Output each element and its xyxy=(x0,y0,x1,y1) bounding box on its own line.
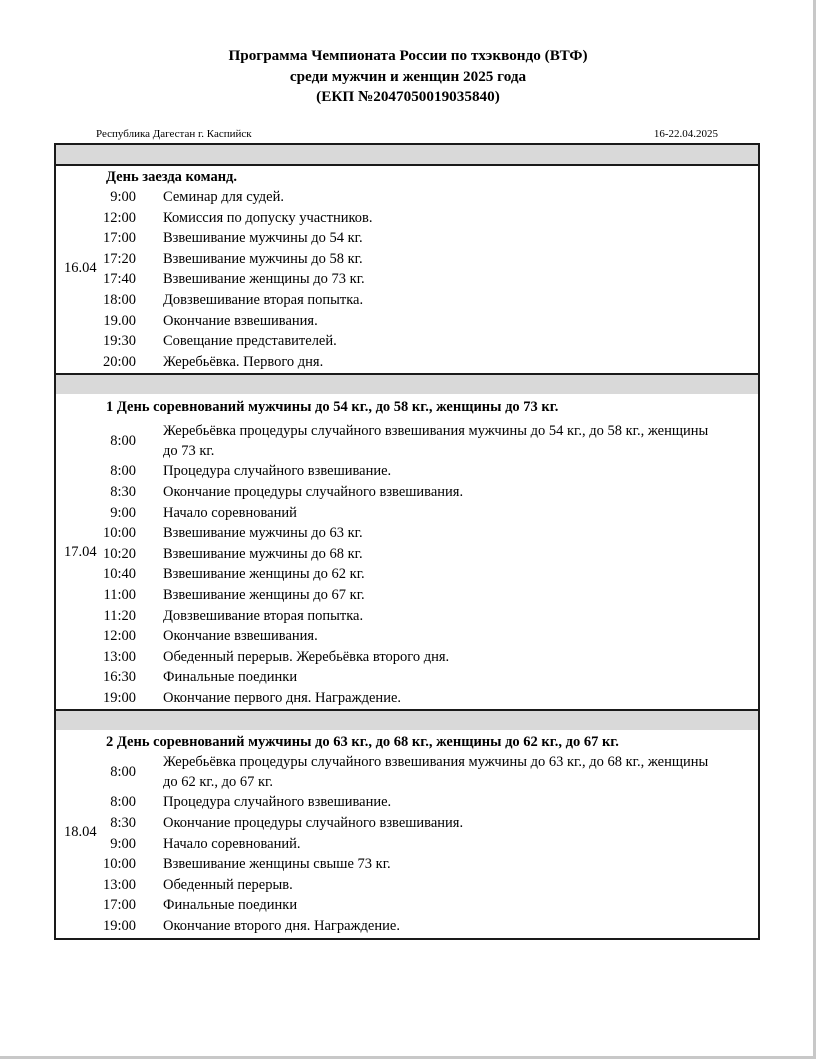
event-time: 17:40 xyxy=(102,271,136,288)
event-time: 19:00 xyxy=(102,689,136,706)
title-line: (ЕКП №2047050019035840) xyxy=(316,88,500,105)
event-description: Взвешивание женщины свыше 73 кг. xyxy=(163,856,391,873)
schedule-row xyxy=(56,523,758,544)
day-heading: 1 День соревнований мужчины до 54 кг., до 58 кг., женщины до 73 кг. xyxy=(106,399,559,416)
event-time: 13:00 xyxy=(102,876,136,893)
event-time: 17:00 xyxy=(102,230,136,247)
event-description: Взвешивание женщины до 62 кг. xyxy=(163,566,365,583)
event-time: 8:00 xyxy=(110,764,136,781)
event-description: Окончание взвешивания. xyxy=(163,312,318,329)
event-description: Взвешивание женщины до 73 кг. xyxy=(163,271,365,288)
schedule-row xyxy=(56,895,758,916)
day-date: 17.04 xyxy=(64,544,97,561)
event-time: 8:00 xyxy=(110,463,136,480)
event-description: Семинар для судей. xyxy=(163,189,284,205)
location-text: Республика Дагестан г. Каспийск xyxy=(96,128,252,140)
section-header-band xyxy=(56,711,758,730)
title-line: среди мужчин и женщин 2025 года xyxy=(289,67,527,85)
schedule-row xyxy=(56,228,758,249)
schedule-row xyxy=(56,249,758,270)
event-time: 10:00 xyxy=(102,525,136,542)
event-time: 12:00 xyxy=(102,209,136,226)
event-time: 13:00 xyxy=(102,648,136,665)
schedule-row xyxy=(56,331,758,352)
event-time: 9:00 xyxy=(110,189,136,205)
event-time: 9:00 xyxy=(110,504,136,521)
event-description: Обеденный перерыв. xyxy=(163,876,293,893)
event-description: Взвешивание мужчины до 68 кг. xyxy=(163,545,363,562)
day-date: 16.04 xyxy=(64,260,97,276)
event-description: Финальные поединки xyxy=(163,669,298,686)
event-description: Процедура случайного взвешивание. xyxy=(163,794,392,811)
event-description: Процедура случайного взвешивание. xyxy=(163,463,392,480)
event-description: Жеребьёвка процедуры случайного взвешивания мужчины до 54 кг., до 58 кг., женщины до 73 кг. xyxy=(163,423,709,459)
schedule-row xyxy=(56,503,758,524)
event-description: Обеденный перерыв. Жеребьёвка второго дня. xyxy=(163,648,450,665)
schedule-row xyxy=(56,482,758,503)
event-time: 8:30 xyxy=(110,815,136,832)
schedule-row xyxy=(56,834,758,855)
event-description: Окончание процедуры случайного взвешивания. xyxy=(163,815,464,832)
event-description: Взвешивание мужчины до 54 кг. xyxy=(163,230,363,247)
schedule-row xyxy=(56,564,758,585)
event-description: Довзвешивание вторая попытка. xyxy=(163,291,364,308)
dates-text: 16-22.04.2025 xyxy=(653,128,718,140)
event-time: 19:30 xyxy=(102,333,136,350)
event-description: Окончание взвешивания. xyxy=(163,628,318,645)
day-section xyxy=(56,373,758,709)
event-description: Начало соревнований xyxy=(163,504,297,521)
event-time: 12:00 xyxy=(102,628,136,645)
event-time: 8:30 xyxy=(110,483,136,500)
schedule-row xyxy=(56,269,758,290)
event-description: Комиссия по допуску участников. xyxy=(163,209,373,226)
schedule-row xyxy=(56,606,758,627)
schedule-row xyxy=(56,626,758,647)
schedule-row xyxy=(56,688,758,710)
schedule-table xyxy=(54,143,760,940)
event-time: 10:00 xyxy=(102,856,136,873)
event-description: Жеребьёвка. Первого дня. xyxy=(163,353,324,370)
schedule-row xyxy=(56,647,758,668)
event-time: 20:00 xyxy=(102,353,136,370)
document-title xyxy=(0,46,816,108)
event-time: 11:20 xyxy=(103,607,136,624)
event-description: Жеребьёвка процедуры случайного взвешивания мужчины до 63 кг., до 68 кг., женщины до 62 кг., до 67 кг. xyxy=(163,754,709,791)
event-time: 10:40 xyxy=(102,566,136,583)
event-description: Начало соревнований. xyxy=(163,835,301,852)
event-time: 16:30 xyxy=(102,669,136,686)
schedule-row xyxy=(56,187,758,208)
day-section xyxy=(56,145,758,373)
day-heading: 2 День соревнований мужчины до 63 кг., до 68 кг., женщины до 62 кг., до 67 кг. xyxy=(106,734,619,751)
schedule-row xyxy=(56,311,758,332)
event-time: 18:00 xyxy=(102,291,136,308)
section-header-band xyxy=(56,145,758,166)
schedule-row xyxy=(56,461,758,482)
schedule-row xyxy=(56,290,758,311)
schedule-row xyxy=(56,792,758,813)
event-time: 10:20 xyxy=(102,545,136,562)
day-date: 18.04 xyxy=(64,824,97,841)
schedule-row xyxy=(56,208,758,229)
schedule-row xyxy=(56,916,758,938)
event-description: Окончание процедуры случайного взвешивания. xyxy=(163,483,464,500)
event-time: 19:00 xyxy=(102,918,136,935)
event-description: Взвешивание женщины до 67 кг. xyxy=(163,586,365,603)
event-description: Окончание первого дня. Награждение. xyxy=(163,689,402,706)
schedule-row xyxy=(56,875,758,896)
schedule-row xyxy=(56,752,758,792)
section-header-band xyxy=(56,375,758,394)
day-section xyxy=(56,709,758,937)
event-description: Взвешивание мужчины до 58 кг. xyxy=(163,250,363,267)
event-time: 17:00 xyxy=(102,897,136,914)
event-time: 8:00 xyxy=(110,794,136,811)
day-heading: День заезда команд. xyxy=(106,169,238,185)
schedule-row xyxy=(56,854,758,875)
schedule-row xyxy=(56,422,758,461)
schedule-row xyxy=(56,352,758,374)
event-description: Финальные поединки xyxy=(163,897,298,914)
title-line: Программа Чемпионата России по тхэквондо (ВТФ) xyxy=(228,47,588,64)
event-time: 19.00 xyxy=(103,312,136,329)
event-time: 9:00 xyxy=(110,835,136,852)
event-description: Совещание представителей. xyxy=(163,333,337,350)
schedule-row xyxy=(56,667,758,688)
event-description: Довзвешивание вторая попытка. xyxy=(163,607,364,624)
event-time: 17:20 xyxy=(102,250,136,267)
event-time: 8:00 xyxy=(110,433,136,450)
schedule-row xyxy=(56,813,758,834)
schedule-row xyxy=(56,585,758,606)
event-description: Взвешивание мужчины до 63 кг. xyxy=(163,525,363,542)
schedule-row xyxy=(56,544,758,565)
event-description: Окончание второго дня. Награждение. xyxy=(163,918,400,935)
event-time: 11:00 xyxy=(103,586,136,603)
